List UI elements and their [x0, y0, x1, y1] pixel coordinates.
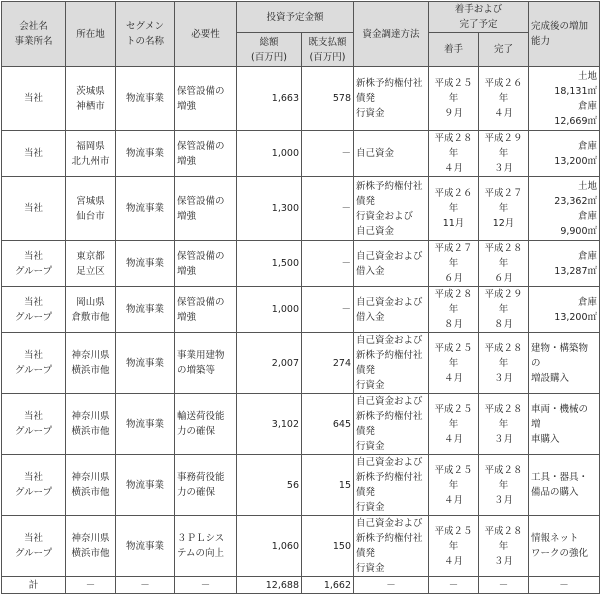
necessity-cell-line: 増強	[177, 100, 197, 112]
table-row	[2, 67, 600, 131]
finish-cell-line: ３月	[494, 433, 514, 445]
company-cell	[2, 131, 66, 177]
start-cell-line: 平成２７年	[434, 243, 473, 269]
start-cell	[429, 131, 479, 177]
funding-cell-line: 自己資金および	[356, 250, 423, 262]
start-cell-line: ４月	[444, 372, 464, 384]
header-investment: 投資予定金額	[237, 2, 354, 33]
start-cell-line: 平成２５年	[434, 342, 473, 369]
capacity-cell	[529, 67, 600, 131]
capacity-cell-line: 建物・構築物の	[531, 342, 589, 369]
company-cell-line: 当社	[23, 411, 43, 422]
capacity-cell-line: 土地	[578, 70, 598, 82]
location-cell-line: 東京都	[76, 250, 105, 262]
dash-cell: －	[354, 577, 429, 594]
necessity-cell	[175, 241, 237, 287]
start-cell-line: 平成２５年	[434, 403, 473, 430]
total-cell: 2,007	[237, 333, 302, 394]
funding-cell	[354, 131, 429, 177]
funding-cell-line: 行資金	[356, 441, 385, 452]
funding-cell-line: 行資金	[356, 108, 385, 119]
start-cell-line: 平成２５年	[434, 464, 473, 491]
finish-cell-line: ３月	[494, 494, 514, 506]
capacity-cell	[529, 455, 600, 516]
capacity-cell	[529, 241, 600, 287]
header-paid: 既支払額 (百万円)	[302, 33, 354, 67]
necessity-cell-line: 保管設備の	[177, 296, 225, 308]
necessity-cell-line: 保管設備の	[177, 85, 225, 97]
capacity-cell-line: 情報ネット	[531, 533, 579, 544]
header-funding: 資金調達方法	[354, 2, 429, 67]
company-cell	[2, 177, 66, 241]
start-cell-line: 平成２５年	[434, 525, 473, 552]
location-cell-line: 横浜市他	[71, 426, 110, 437]
company-cell-line: グループ	[14, 265, 53, 277]
company-cell-line: 当社	[23, 533, 43, 544]
finish-cell	[479, 455, 529, 516]
funding-cell	[354, 241, 429, 287]
necessity-cell-line: 増強	[177, 210, 197, 222]
necessity-cell-line: 保管設備の	[177, 140, 225, 152]
table-row	[2, 241, 600, 287]
funding-cell-line: 新株予約権付社債発	[356, 533, 423, 559]
total-cell: 56	[237, 455, 302, 516]
capacity-cell-line: 23,362㎡	[554, 195, 598, 207]
segment-cell-line: 物流事業	[125, 93, 164, 104]
start-cell-line: 平成２８年	[434, 289, 473, 315]
necessity-cell	[175, 455, 237, 516]
start-cell-line: 平成２６年	[434, 188, 473, 214]
finish-cell-line: ３月	[494, 555, 514, 567]
start-cell-line: 平成２８年	[434, 133, 473, 159]
segment-cell-line: 物流事業	[125, 357, 164, 369]
finish-cell-line: ８月	[494, 319, 514, 330]
finish-cell-line: ６月	[494, 273, 514, 284]
finish-cell-line: 平成２８年	[484, 403, 523, 430]
table-row	[2, 287, 600, 333]
start-cell-line: ９月	[444, 108, 464, 119]
capacity-cell-line: 12,669㎡	[554, 115, 598, 127]
company-cell-line: グループ	[14, 487, 53, 498]
necessity-cell-line: 保管設備の	[177, 250, 225, 262]
company-cell	[2, 67, 66, 131]
necessity-cell	[175, 394, 237, 455]
paid-cell: －	[302, 241, 354, 287]
dash-cell: －	[116, 577, 175, 594]
company-cell	[2, 333, 66, 394]
funding-cell-line: 新株予約権付社債発	[356, 78, 423, 104]
table-row	[2, 455, 600, 516]
location-cell-line: 倉敷市他	[71, 311, 110, 323]
capacity-cell-line: 工具・器具・	[531, 472, 589, 483]
paid-cell: －	[302, 177, 354, 241]
location-cell-line: 神奈川県	[71, 533, 110, 544]
company-cell-line: グループ	[14, 311, 53, 323]
dash-cell: －	[479, 577, 529, 594]
funding-cell-line: 行資金	[356, 563, 385, 574]
header-start: 着手	[429, 33, 479, 67]
capacity-cell-line: 増設購入	[531, 372, 570, 384]
total-cell: 1,060	[237, 516, 302, 577]
segment-cell-line: 物流事業	[125, 540, 164, 552]
location-cell-line: 神奈川県	[71, 350, 110, 361]
header-necessity: 必要性	[175, 2, 237, 67]
capacity-cell	[529, 333, 600, 394]
capacity-cell	[529, 131, 600, 177]
table-row	[2, 394, 600, 455]
necessity-cell-line: ３ＰＬシス	[177, 533, 225, 544]
paid-cell: －	[302, 287, 354, 333]
funding-cell	[354, 177, 429, 241]
funding-cell-line: 自己資金および	[356, 396, 423, 407]
header-capacity: 完成後の増加 能力	[529, 2, 600, 67]
segment-cell	[116, 287, 175, 333]
finish-cell-line: ３月	[494, 372, 514, 384]
company-cell	[2, 455, 66, 516]
start-cell-line: ４月	[444, 433, 464, 445]
funding-cell	[354, 333, 429, 394]
finish-cell	[479, 177, 529, 241]
company-cell-line: 当社	[23, 472, 43, 483]
finish-cell-line: 平成２８年	[484, 464, 523, 491]
segment-cell	[116, 67, 175, 131]
funding-cell-line: 借入金	[356, 311, 385, 323]
header-total: 総額 (百万円)	[237, 33, 302, 67]
location-cell-line: 岡山県	[76, 296, 105, 308]
start-cell	[429, 394, 479, 455]
finish-cell-line: ３月	[494, 163, 514, 174]
necessity-cell-line: 事業用建物	[177, 350, 225, 361]
finish-cell	[479, 241, 529, 287]
header-finish: 完了	[479, 33, 529, 67]
funding-cell-line: 新株予約権付社債発	[356, 411, 423, 437]
location-cell	[66, 333, 116, 394]
company-cell-line: 当社	[23, 148, 43, 159]
funding-cell	[354, 455, 429, 516]
finish-cell-line: 平成２７年	[484, 188, 523, 214]
paid-cell: 645	[302, 394, 354, 455]
total-cell: 1,500	[237, 241, 302, 287]
necessity-cell-line: 事務荷役能	[177, 472, 225, 483]
total-label: 計	[2, 577, 66, 594]
funding-cell-line: 行資金および	[356, 210, 414, 222]
table-row	[2, 333, 600, 394]
header-segment: セグメン トの名称	[116, 2, 175, 67]
location-cell-line: 横浜市他	[71, 487, 110, 498]
capacity-cell-line: 車購入	[531, 433, 560, 445]
start-cell-line: ４月	[444, 494, 464, 506]
capacity-cell-line: 13,287㎡	[554, 265, 598, 277]
table-row	[2, 131, 600, 177]
capacity-cell	[529, 394, 600, 455]
capex-table	[1, 1, 600, 594]
location-cell	[66, 241, 116, 287]
finish-cell	[479, 394, 529, 455]
header-schedule: 着手および 完了予定	[429, 2, 529, 33]
dash-cell: －	[429, 577, 479, 594]
segment-cell-line: 物流事業	[125, 304, 164, 315]
location-cell-line: 茨城県	[76, 85, 105, 97]
capacity-cell-line: 18,131㎡	[554, 85, 598, 97]
start-cell-line: 平成２５年	[434, 78, 473, 104]
capacity-cell-line: 13,200㎡	[554, 155, 598, 167]
company-cell-line: 当社	[23, 203, 43, 214]
segment-cell	[116, 177, 175, 241]
company-cell-line: 当社	[23, 250, 43, 262]
funding-cell-line: 自己資金および	[356, 335, 423, 346]
capacity-cell-line: 倉庫	[578, 296, 598, 308]
necessity-cell	[175, 67, 237, 131]
necessity-cell	[175, 333, 237, 394]
finish-cell-line: ４月	[494, 108, 514, 119]
start-cell	[429, 333, 479, 394]
capacity-cell-line: 倉庫	[578, 100, 598, 112]
location-cell-line: 北九州市	[71, 155, 110, 167]
finish-cell	[479, 67, 529, 131]
location-cell	[66, 455, 116, 516]
company-cell	[2, 287, 66, 333]
company-cell	[2, 241, 66, 287]
total-cell: 1,300	[237, 177, 302, 241]
company-cell-line: 当社	[23, 350, 43, 361]
location-cell-line: 神栖市	[76, 100, 105, 112]
location-cell-line: 横浜市他	[71, 365, 110, 376]
grand-total-cell: 12,688	[237, 577, 302, 594]
finish-cell-line: 平成２９年	[484, 133, 523, 159]
funding-cell-line: 借入金	[356, 265, 385, 277]
segment-cell-line: 物流事業	[125, 479, 164, 491]
capacity-cell-line: 倉庫	[578, 250, 598, 262]
paid-cell: 578	[302, 67, 354, 131]
total-cell: 3,102	[237, 394, 302, 455]
capacity-cell-line: 13,200㎡	[554, 311, 598, 323]
segment-cell	[116, 241, 175, 287]
funding-cell-line: 自己資金および	[356, 296, 423, 308]
start-cell	[429, 287, 479, 333]
capacity-cell	[529, 177, 600, 241]
dash-cell: －	[66, 577, 116, 594]
funding-cell-line: 新株予約権付社債発	[356, 472, 423, 498]
location-cell	[66, 394, 116, 455]
start-cell	[429, 67, 479, 131]
total-cell: 1,000	[237, 287, 302, 333]
segment-cell-line: 物流事業	[125, 418, 164, 430]
necessity-cell-line: の増築等	[177, 365, 216, 376]
capacity-cell-line: 倉庫	[578, 140, 598, 152]
location-cell-line: 足立区	[76, 265, 105, 277]
paid-cell: 150	[302, 516, 354, 577]
necessity-cell-line: 輸送荷役能	[177, 411, 225, 422]
dash-cell: －	[175, 577, 237, 594]
funding-cell-line: 新株予約権付社債発	[356, 350, 423, 376]
necessity-cell-line: 保管設備の	[177, 195, 225, 207]
location-cell-line: 仙台市	[76, 210, 105, 222]
start-cell-line: ４月	[444, 555, 464, 567]
segment-cell	[116, 394, 175, 455]
start-cell-line: ４月	[444, 163, 464, 174]
funding-cell	[354, 67, 429, 131]
total-cell: 1,000	[237, 131, 302, 177]
start-cell	[429, 455, 479, 516]
necessity-cell	[175, 131, 237, 177]
necessity-cell-line: 力の確保	[177, 487, 216, 498]
necessity-cell-line: テムの向上	[177, 548, 225, 559]
start-cell	[429, 241, 479, 287]
necessity-cell-line: 増強	[177, 265, 197, 277]
company-cell-line: グループ	[14, 365, 53, 376]
capacity-cell-line: 車両・機械の増	[531, 403, 589, 430]
segment-cell-line: 物流事業	[125, 148, 164, 159]
location-cell	[66, 287, 116, 333]
necessity-cell	[175, 287, 237, 333]
capacity-cell-line: ワークの強化	[531, 548, 589, 559]
location-cell	[66, 67, 116, 131]
capacity-cell-line: 9,900㎡	[560, 225, 598, 237]
capacity-cell-line: 備品の購入	[531, 487, 579, 498]
start-cell	[429, 177, 479, 241]
funding-cell-line: 自己資金	[356, 225, 395, 237]
funding-cell-line: 新株予約権付社債発	[356, 180, 423, 207]
total-cell: 1,663	[237, 67, 302, 131]
start-cell-line: ６月	[444, 273, 464, 284]
segment-cell	[116, 455, 175, 516]
company-cell-line: 当社	[23, 93, 43, 104]
company-cell-line: グループ	[14, 548, 53, 559]
segment-cell-line: 物流事業	[125, 203, 164, 214]
start-cell-line: ８月	[444, 319, 464, 330]
finish-cell-line: 平成２８年	[484, 243, 523, 269]
segment-cell	[116, 333, 175, 394]
location-cell-line: 神奈川県	[71, 411, 110, 422]
dash-cell: －	[529, 577, 600, 594]
finish-cell-line: 12月	[492, 218, 515, 229]
funding-cell	[354, 394, 429, 455]
funding-cell-line: 自己資金および	[356, 457, 423, 468]
location-cell-line: 神奈川県	[71, 472, 110, 483]
grand-paid-cell: 1,662	[302, 577, 354, 594]
necessity-cell-line: 増強	[177, 311, 197, 323]
finish-cell-line: 平成２８年	[484, 342, 523, 369]
paid-cell: 274	[302, 333, 354, 394]
start-cell-line: 11月	[442, 218, 465, 229]
location-cell-line: 福岡県	[76, 140, 105, 152]
segment-cell-line: 物流事業	[125, 258, 164, 269]
necessity-cell	[175, 177, 237, 241]
finish-cell-line: 平成２８年	[484, 525, 523, 552]
table-row	[2, 177, 600, 241]
company-cell-line: 当社	[23, 296, 43, 308]
funding-cell-line: 行資金	[356, 502, 385, 513]
paid-cell: 15	[302, 455, 354, 516]
necessity-cell-line: 力の確保	[177, 426, 216, 437]
funding-cell-line: 自己資金	[356, 148, 395, 159]
company-cell-line: グループ	[14, 426, 53, 437]
total-row	[2, 577, 600, 594]
capacity-cell-line: 土地	[578, 180, 598, 192]
location-cell	[66, 131, 116, 177]
necessity-cell-line: 増強	[177, 155, 197, 167]
location-cell-line: 横浜市他	[71, 548, 110, 559]
finish-cell	[479, 333, 529, 394]
location-cell	[66, 177, 116, 241]
header-row-1	[2, 2, 600, 33]
funding-cell-line: 自己資金および	[356, 518, 423, 529]
header-company: 会社名 事業所名	[2, 2, 66, 67]
finish-cell-line: 平成２９年	[484, 289, 523, 315]
company-cell	[2, 394, 66, 455]
segment-cell	[116, 131, 175, 177]
location-cell-line: 宮城県	[76, 195, 105, 207]
finish-cell-line: 平成２６年	[484, 78, 523, 104]
funding-cell	[354, 287, 429, 333]
finish-cell	[479, 287, 529, 333]
capacity-cell	[529, 287, 600, 333]
paid-cell: －	[302, 131, 354, 177]
funding-cell-line: 行資金	[356, 380, 385, 391]
capacity-cell-line: 倉庫	[578, 210, 598, 222]
header-location: 所在地	[66, 2, 116, 67]
finish-cell	[479, 131, 529, 177]
